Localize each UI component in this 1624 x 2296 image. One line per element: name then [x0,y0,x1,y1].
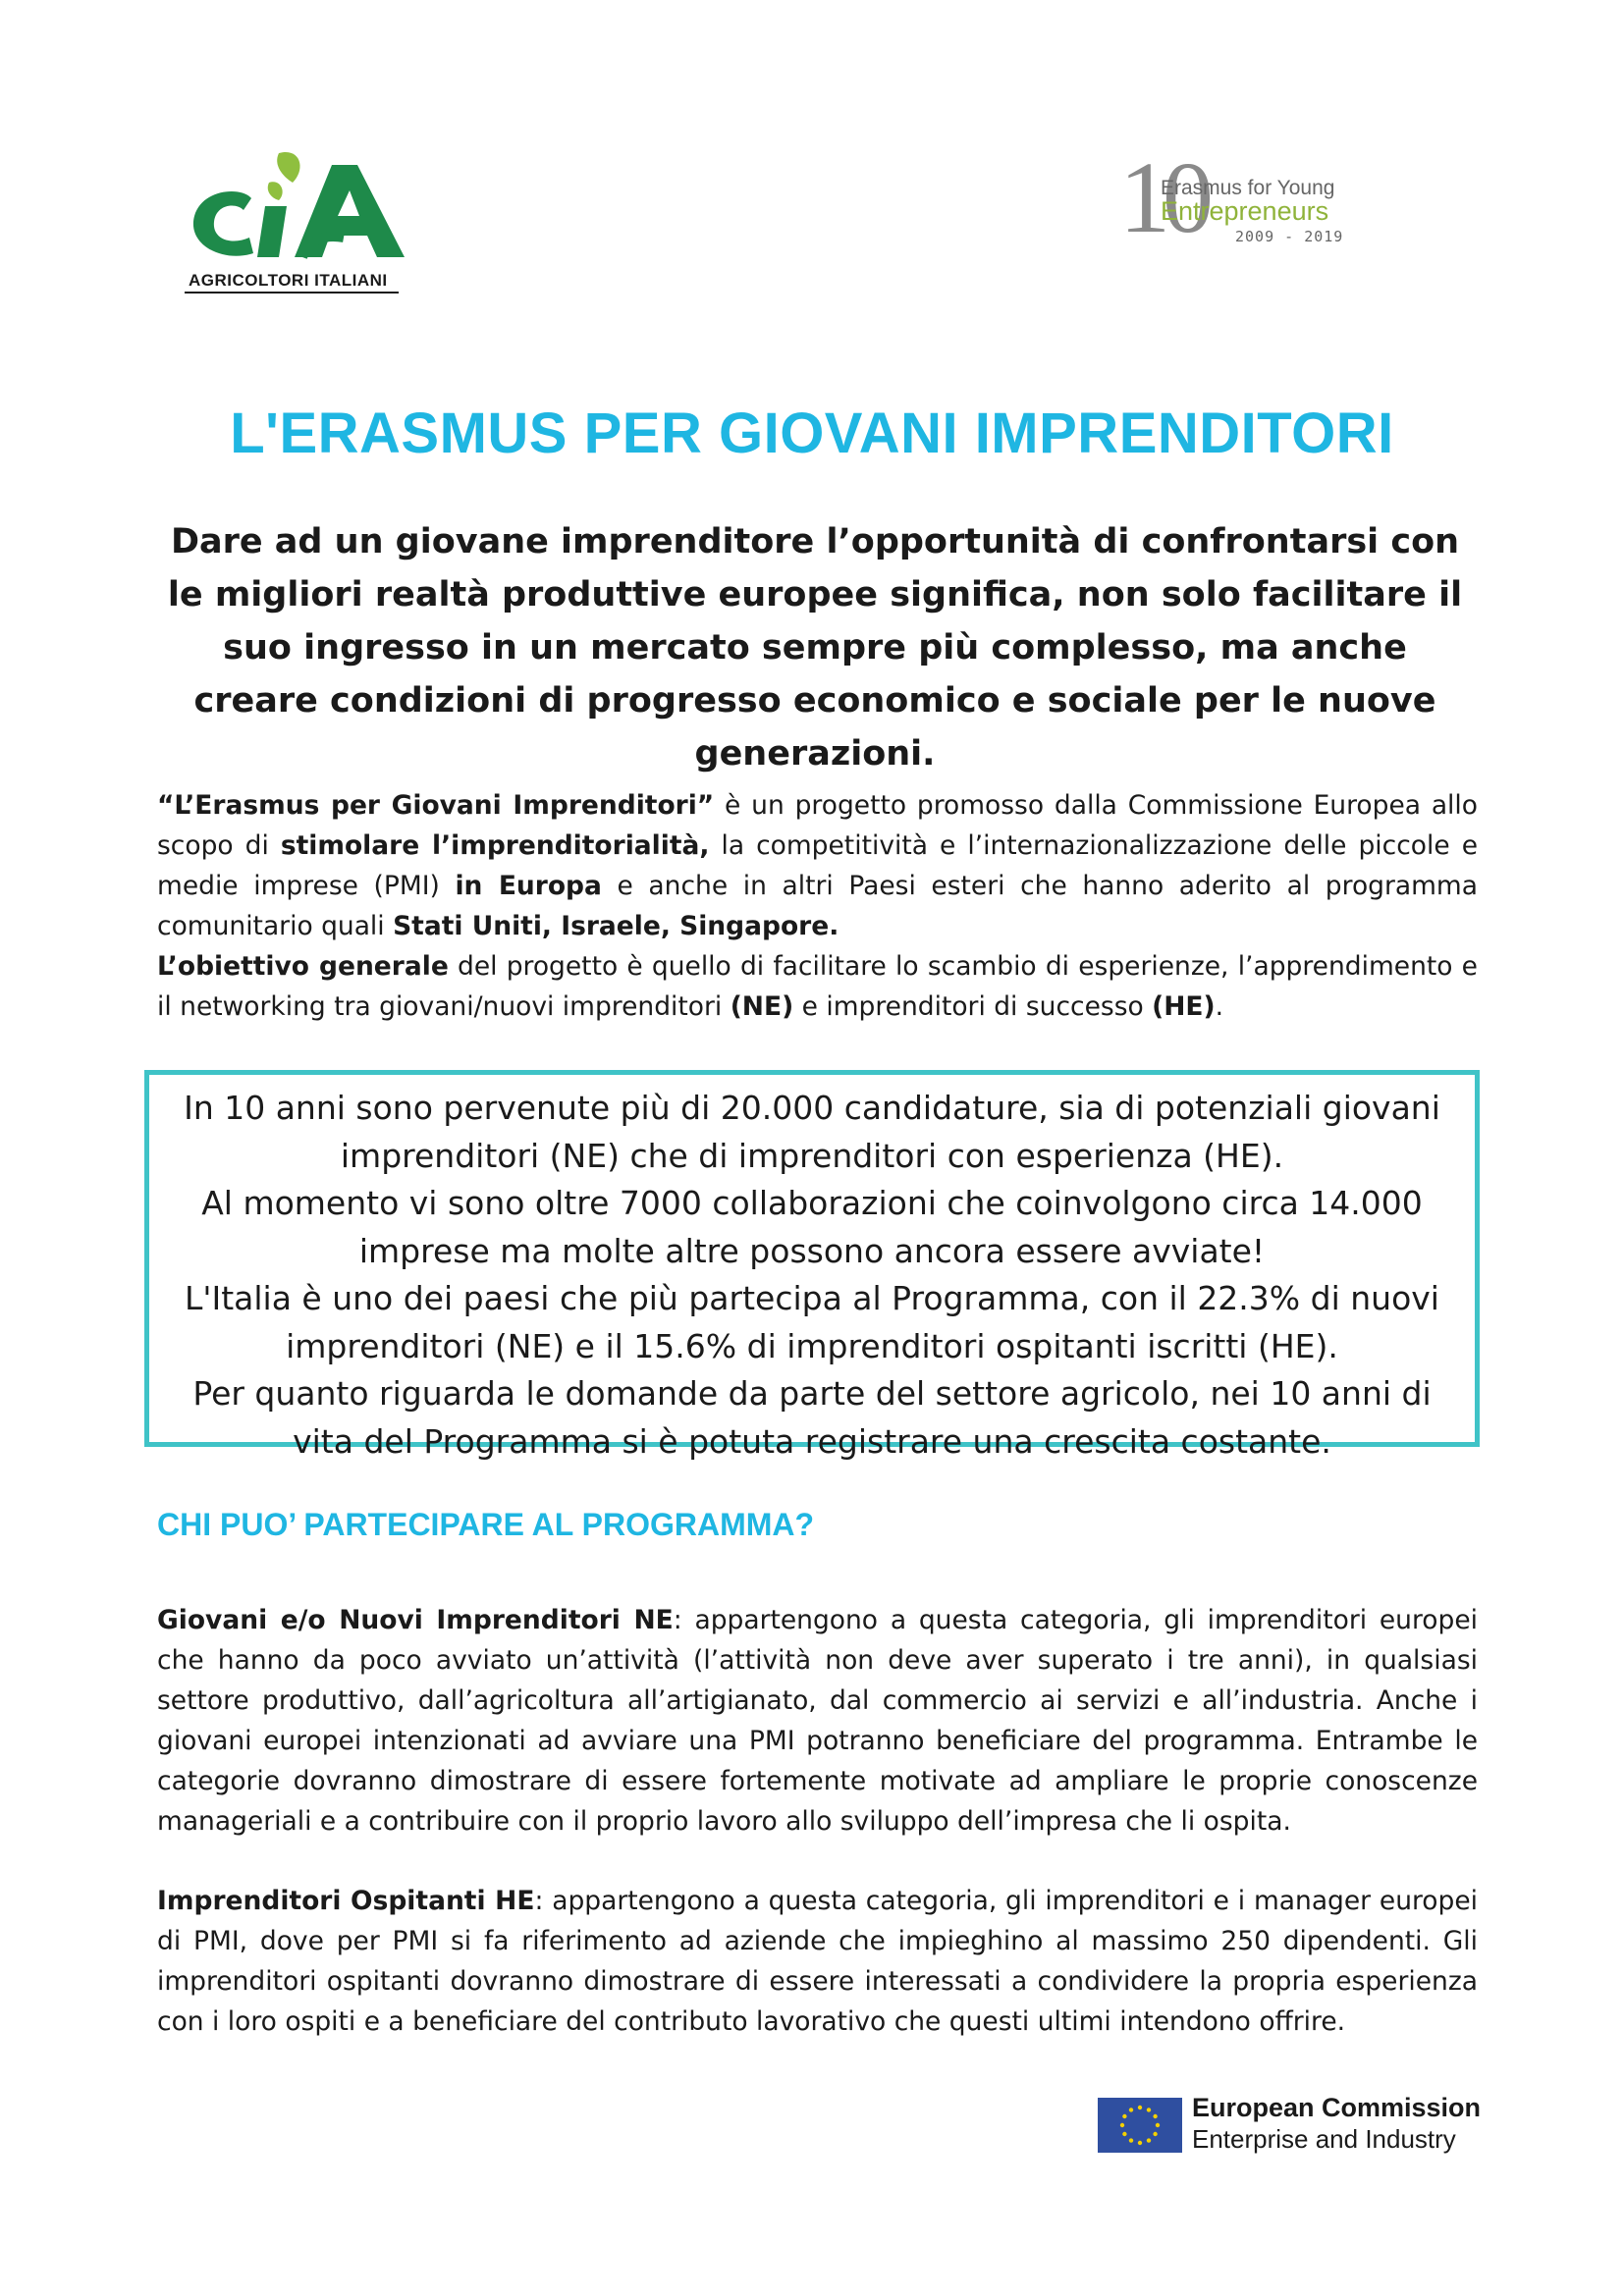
ne-paragraph [157,1600,1478,1842]
eu-star [1153,2132,1157,2136]
intro-text-1: è un progetto promosso dalla Commissione Europea allo scopo di [157,790,1478,861]
intro-text-2: la competitività e l’internazionalizzazione delle piccole e medie imprese (PMI) [157,830,1478,901]
ne-bold: Giovani e/o Nuovi Imprenditori NE [157,1605,674,1635]
objective-text-3: . [1215,991,1224,1022]
objective-bold-1: L’obiettivo generale [157,951,449,982]
cia-caption: AGRICOLTORI ITALIANI [189,271,388,290]
eu-stars [1098,2098,1182,2153]
highlight-line-3: L'Italia è uno dei paesi che più partecipa al Programma, con il 22.3% di nuovi imprenditori (NE) e il 15.6% di imprenditori ospitanti iscritti (HE). [185,1279,1439,1365]
objective-bold-3: (HE) [1152,991,1216,1022]
objective-paragraph [157,946,1478,1027]
eye-logo-line2: Entrepreneurs [1161,196,1329,226]
ne-text: : appartengono a questa categoria, gli imprenditori europei che hanno da poco avviato un’attività (l’attività non deve aver superato i tre anni), in qualsiasi settore produttivo, dall’agricoltura all’artigianato, dal commercio ai servizi e all’industria. Anche i giovani europei intenzionati ad avviare una PMI potranno beneficiare del programma. Entrambe le categorie dovranno dimostrare di essere fortemente motivate ad ampliare le proprie conoscenze manageriali e a contribuire con il proprio lavoro allo sviluppo dell’impresa che li ospita. [157,1605,1478,1837]
highlight-line-4: Per quanto riguarda le domande da parte del settore agricolo, nei 10 anni di vita del Programma si è potuta registrare una crescita costante. [192,1374,1432,1461]
cia-underline [185,292,399,294]
eye-logo-years: 2009 - 2019 [1235,228,1344,245]
eu-star [1122,2114,1126,2118]
erasmus-young-entrepreneurs-logo [1119,141,1375,255]
eu-star [1129,2108,1133,2111]
he-bold: Imprenditori Ospitanti HE [157,1886,535,1916]
he-text: : appartengono a questa categoria, gli imprenditori e i manager europei di PMI, dove per PMI si fa riferimento ad aziende che impieghino al massimo 250 dipendenti. Gli imprenditori ospitanti dovranno dimostrare di essere interessati a condividere la propria esperienza con i loro ospiti e a beneficiare del contributo lavorativo che questi ultimi intendono offrire. [157,1886,1479,2037]
objective-bold-2: (NE) [730,991,794,1022]
highlight-line-2: Al momento vi sono oltre 7000 collaborazioni che coinvolgono circa 14.000 imprese ma molte altre possono ancora essere avviate! [201,1184,1423,1270]
lead-paragraph: Dare ad un giovane imprenditore l’opportunità di confrontarsi con le migliori realtà produttive europee significa, non solo facilitare il suo ingresso in un mercato sempre più complesso, ma anche creare condizioni di progresso economico e sociale per le nuove generazioni. [167,522,1463,774]
eu-star [1147,2138,1151,2142]
intro-bold-3: in Europa [455,871,602,901]
intro-bold-2: stimolare l’imprenditorialità, [280,830,710,861]
eye-logo-ten: 10 [1119,141,1206,254]
highlight-box [144,1070,1480,1461]
intro-bold-4: Stati Uniti, Israele, Singapore. [393,911,839,941]
eu-star [1153,2114,1157,2118]
cia-logo [185,147,410,294]
eu-flag-icon [1098,2098,1182,2153]
eu-star [1156,2123,1160,2127]
eu-star [1129,2138,1133,2142]
he-paragraph [157,1881,1478,2042]
page-title: L'ERASMUS PER GIOVANI IMPRENDITORI [230,401,1394,465]
eye-logo-line1: Erasmus for Young [1161,177,1335,199]
eu-star [1122,2132,1126,2136]
intro-bold-1: “L’Erasmus per Giovani Imprenditori” [157,790,715,821]
ec-name: European Commission [1192,2093,1482,2122]
european-commission-logo [1098,2095,1490,2160]
intro-text-3: e anche in altri Paesi esteri che hanno aderito al programma comunitario quali [157,871,1478,941]
objective-text-1: del progetto è quello di facilitare lo scambio di esperienze, l’apprendimento e il networking tra giovani/nuovi imprenditori [157,951,1478,1022]
eu-star [1147,2108,1151,2111]
intro-paragraph [157,785,1478,946]
cia-logo-mark [185,147,410,267]
eu-star [1120,2123,1124,2127]
objective-text-2: e imprenditori di successo [793,991,1153,1022]
eu-star [1138,2106,1142,2109]
ec-department: Enterprise and Industry [1192,2124,1456,2154]
eu-star [1138,2141,1142,2145]
section-heading: CHI PUO’ PARTECIPARE AL PROGRAMMA? [157,1507,815,1542]
highlight-line-1: In 10 anni sono pervenute più di 20.000 candidature, sia di potenziali giovani imprenditori (NE) che di imprenditori con esperienza (HE). [184,1089,1440,1175]
